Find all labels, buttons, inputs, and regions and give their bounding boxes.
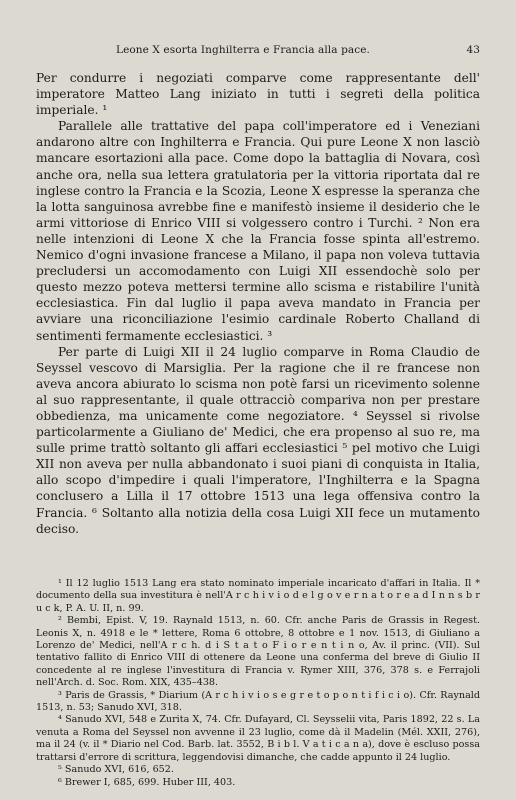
paragraph: Per condurre i negoziati comparve come rappresentante dell' imperatore Matteo Lang iniziato in tutti i segreti della politica imperiale. ¹ (36, 71, 480, 118)
footnote: ¹ Il 12 luglio 1513 Lang era stato nominato imperiale incaricato d'affari in Italia. Il * documento della sua investitura è nell'A r c h i v i o d e l g o v e r n a t o r e a d I n n s b r u c k, P. A. U. II, n. 99. (36, 578, 480, 614)
footnote: ⁴ Sanudo XVI, 548 e Zurita X, 74. Cfr. Dufayard, Cl. Seysselii vita, Paris 1892, 22 s. La venuta a Roma del Seyssel non avvenne il 23 luglio, come dà il Madelin (Mél. XXII, 276), ma il 24 (v. il * Diario nel Cod. Barb. lat. 3552, B i b l. V a t i c a n a), dove è escluso possa trattarsi d'errore di scrittura, leggendovisi dimanche, che cadde appunto il 24 luglio. (36, 714, 480, 763)
page-number: 43 (466, 44, 480, 56)
footnote: ² Bembi, Epist. V, 19. Raynald 1513, n. 60. Cfr. anche Paris de Grassis in Regest. Leonis X, n. 4918 e le * lettere, Roma 6 ottobre, 8 ottobre e 1 nov. 1513, di Giuliano a Lorenzo de' Medici, nell'A r c h. d i S t a t o F i o r e n t i n o, Av. il princ. (VII). Sul tentativo fallito di Enrico VIII di ottenere da Leone una conferma del breve di Giulio II concedente al re inglese l'investitura di Francia v. Rymer XIII, 376, 378 s. e Ferrajoli nell'Arch. d. Soc. Rom. XIX, 435–438. (36, 615, 480, 689)
footnote: ³ Paris de Grassis, * Diarium (A r c h i v i o s e g r e t o p o n t i f i c i o). Cfr. Raynald 1513, n. 53; Sanudo XVI, 318. (36, 689, 480, 714)
footnotes (36, 578, 480, 789)
paragraph: Parallele alle trattative del papa coll'imperatore ed i Veneziani andarono altre con Inghilterra e Francia. Qui pure Leone X non lasciò mancare esortazioni alla pace. Come dopo la battaglia di Novara, così anche ora, nella sua lettera gratulatoria per la vittoria riportata dal re inglese contro la Francia e la Scozia, Leone X espresse la speranza che la lotta sanguinosa avrebbe fine e manifestò insieme il desiderio che le armi vittoriose di Enrico VIII si volgessero contro i Turchi. ² Non era nelle intenzioni di Leone X che la Francia fosse spinta all'estremo. Nemico d'ogni invasione francese a Milano, il papa non voleva tuttavia precludersi un accomodamento con Luigi XII essendochè solo per questo mezzo poteva mettersi termine allo scisma e ristabilire l'unità ecclesiastica. Fin dal luglio il papa aveva mandato in Francia per avviare una riconciliazione l'esimio cardinale Roberto Challand di sentimenti fermamente ecclesiastici. ³ (36, 119, 480, 343)
footnote: ⁶ Brewer I, 685, 699. Huber III, 403. (58, 776, 236, 788)
main-text (36, 70, 480, 537)
running-header (36, 44, 480, 58)
footnote: ⁵ Sanudo XVI, 616, 652. (58, 764, 174, 776)
header-title: Leone X esorta Inghilterra e Francia alla pace. (116, 44, 370, 56)
paragraph: Per parte di Luigi XII il 24 luglio comparve in Roma Claudio de Seyssel vescovo di Marsiglia. Per la ragione che il re francese non aveva ancora abiurato lo scisma non potè farsi un ricevimento solenne al suo rappresentante, il quale ottracciò compariva non per prestare obbedienza, ma unicamente come negoziatore. ⁴ Seyssel si rivolse particolarmente a Giuliano de' Medici, che era propenso al suo re, ma sulle prime trattò soltanto gli affari ecclesiastici ⁵ pel motivo che Luigi XII non aveva per nulla abbandonato i suoi piani di conquista in Italia, allo scopo d'impedire i quali l'imperatore, l'Inghilterra e la Spagna conclusero a Lilla il 17 ottobre 1513 una lega offensiva contro la Francia. ⁶ Soltanto alla notizia della cosa Luigi XII fece un mutamento deciso. (36, 344, 480, 536)
